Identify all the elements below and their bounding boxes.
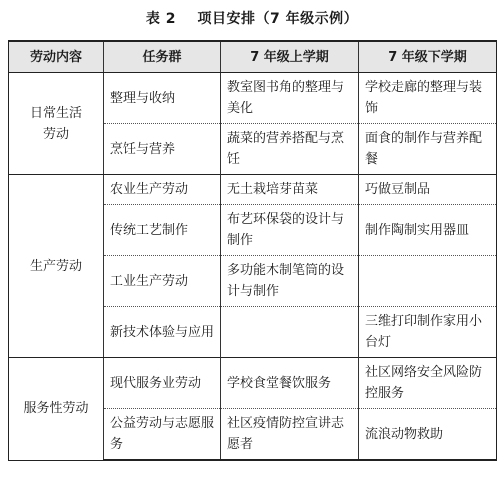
header-row [9, 41, 497, 73]
project-schedule-table [8, 40, 497, 461]
task-group-cell: 公益劳动与志愿服务 [104, 409, 221, 461]
task-group-cell: 整理与收纳 [104, 73, 221, 124]
task-group-cell: 工业生产劳动 [104, 256, 221, 307]
second-semester-cell: 学校走廊的整理与装饰 [359, 73, 497, 124]
first-semester-cell: 学校食堂餐饮服务 [221, 358, 359, 409]
first-semester-cell [221, 307, 359, 358]
first-semester-cell: 布艺环保袋的设计与制作 [221, 205, 359, 256]
first-semester-cell: 社区疫情防控宣讲志愿者 [221, 409, 359, 461]
table-row [9, 358, 497, 409]
labor-category-cell: 服务性劳动 [9, 358, 104, 461]
task-group-cell: 农业生产劳动 [104, 175, 221, 205]
task-group-cell: 现代服务业劳动 [104, 358, 221, 409]
task-group-cell: 传统工艺制作 [104, 205, 221, 256]
header-second-semester: 7 年级下学期 [359, 41, 497, 73]
labor-category-cell: 生产劳动 [9, 175, 104, 358]
first-semester-cell: 多功能木制笔筒的设计与制作 [221, 256, 359, 307]
second-semester-cell: 制作陶制实用器皿 [359, 205, 497, 256]
second-semester-cell [359, 256, 497, 307]
second-semester-cell: 面食的制作与营养配餐 [359, 124, 497, 175]
table-row [9, 175, 497, 205]
header-task-group: 任务群 [104, 41, 221, 73]
second-semester-cell: 三维打印制作家用小台灯 [359, 307, 497, 358]
second-semester-cell: 巧做豆制品 [359, 175, 497, 205]
task-group-cell: 新技术体验与应用 [104, 307, 221, 358]
first-semester-cell: 蔬菜的营养搭配与烹饪 [221, 124, 359, 175]
first-semester-cell: 无土栽培芽苗菜 [221, 175, 359, 205]
second-semester-cell: 社区网络安全风险防控服务 [359, 358, 497, 409]
table-row [9, 73, 497, 124]
second-semester-cell: 流浪动物救助 [359, 409, 497, 461]
header-first-semester: 7 年级上学期 [221, 41, 359, 73]
task-group-cell: 烹饪与营养 [104, 124, 221, 175]
first-semester-cell: 教室图书角的整理与美化 [221, 73, 359, 124]
labor-category-cell: 日常生活 劳动 [9, 73, 104, 175]
table-caption: 表 2 项目安排（7 年级示例） [145, 11, 359, 27]
header-labor-content: 劳动内容 [9, 41, 104, 73]
